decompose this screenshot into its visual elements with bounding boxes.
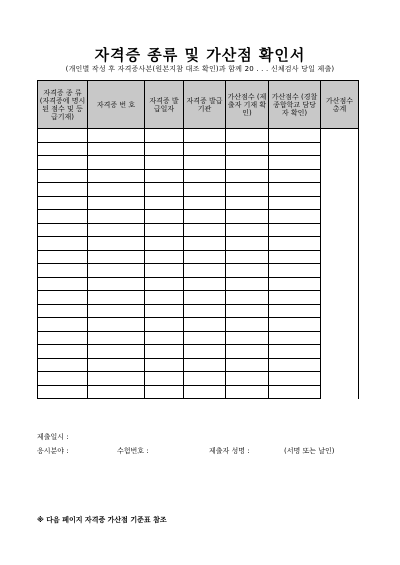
- table-cell[interactable]: [184, 291, 226, 305]
- table-row: [38, 223, 359, 237]
- table-cell[interactable]: [269, 237, 321, 251]
- submitter-name-label: 제출자 성명 :: [209, 447, 250, 455]
- table-cell[interactable]: [88, 372, 145, 386]
- table-cell[interactable]: [184, 385, 226, 399]
- table-cell[interactable]: [184, 183, 226, 197]
- table-row: [38, 196, 359, 210]
- table-row: [38, 129, 359, 143]
- table-cell[interactable]: [88, 196, 145, 210]
- table-cell[interactable]: [184, 129, 226, 143]
- table-cell[interactable]: [226, 156, 269, 170]
- table-cell[interactable]: [184, 196, 226, 210]
- table-cell[interactable]: [269, 196, 321, 210]
- submit-date-label: 제출일시 :: [37, 433, 69, 441]
- table-cell[interactable]: [88, 358, 145, 372]
- table-cell[interactable]: [145, 304, 184, 318]
- table-cell[interactable]: [145, 237, 184, 251]
- table-cell[interactable]: [145, 129, 184, 143]
- table-row: [38, 264, 359, 278]
- table-cell[interactable]: [184, 237, 226, 251]
- table-cell[interactable]: [88, 223, 145, 237]
- table-row: [38, 345, 359, 359]
- header-points-total: 가산점수 총계: [321, 81, 359, 129]
- table-cell[interactable]: [269, 223, 321, 237]
- table-cell[interactable]: [226, 196, 269, 210]
- table-cell[interactable]: [88, 183, 145, 197]
- table-cell[interactable]: [269, 291, 321, 305]
- table-cell[interactable]: [38, 264, 88, 278]
- table-row: [38, 358, 359, 372]
- table-cell[interactable]: [145, 331, 184, 345]
- table-row: [38, 169, 359, 183]
- table-cell[interactable]: [145, 291, 184, 305]
- table-cell[interactable]: [184, 264, 226, 278]
- certificate-table: [37, 80, 359, 399]
- table-cell[interactable]: [88, 237, 145, 251]
- table-cell[interactable]: [184, 345, 226, 359]
- table-cell[interactable]: [226, 237, 269, 251]
- table-cell[interactable]: [145, 385, 184, 399]
- table-cell[interactable]: [184, 156, 226, 170]
- table-cell[interactable]: [226, 372, 269, 386]
- table-cell[interactable]: [145, 142, 184, 156]
- table-cell[interactable]: [145, 345, 184, 359]
- table-cell[interactable]: [88, 385, 145, 399]
- table-cell[interactable]: [226, 223, 269, 237]
- table-cell[interactable]: [184, 169, 226, 183]
- header-cert-type: 자격증 종 류 (자격증에 명시된 점수 및 등급기재): [38, 81, 88, 129]
- table-cell[interactable]: [269, 277, 321, 291]
- table-row: [38, 237, 359, 251]
- table-cell[interactable]: [226, 318, 269, 332]
- table-row: [38, 385, 359, 399]
- exam-number-label: 수험번호 :: [117, 447, 149, 455]
- table-cell[interactable]: [88, 142, 145, 156]
- table-cell[interactable]: [38, 142, 88, 156]
- table-cell[interactable]: [88, 169, 145, 183]
- table-cell[interactable]: [226, 304, 269, 318]
- table-cell[interactable]: [38, 277, 88, 291]
- table-cell[interactable]: [145, 318, 184, 332]
- table-cell[interactable]: [269, 318, 321, 332]
- table-cell[interactable]: [38, 291, 88, 305]
- table-cell[interactable]: [269, 250, 321, 264]
- table-cell[interactable]: [88, 250, 145, 264]
- table-cell[interactable]: [38, 223, 88, 237]
- table-cell[interactable]: [184, 142, 226, 156]
- table-cell[interactable]: [269, 331, 321, 345]
- table-cell[interactable]: [184, 372, 226, 386]
- table-cell[interactable]: [226, 183, 269, 197]
- table-cell[interactable]: [145, 358, 184, 372]
- header-points-school: 가산점수 (경찰종합학교 담당자 확인): [269, 81, 321, 129]
- table-cell[interactable]: [145, 277, 184, 291]
- table-cell[interactable]: [226, 345, 269, 359]
- table-cell[interactable]: [145, 156, 184, 170]
- table-row: [38, 277, 359, 291]
- table-cell[interactable]: [269, 183, 321, 197]
- document-title: 자격증 종류 및 가산점 확인서: [94, 46, 306, 64]
- table-cell[interactable]: [145, 169, 184, 183]
- table-cell[interactable]: [88, 345, 145, 359]
- table-cell[interactable]: [145, 183, 184, 197]
- table-row: [38, 318, 359, 332]
- table-cell[interactable]: [269, 142, 321, 156]
- points-total-cell[interactable]: [321, 129, 359, 399]
- table-cell[interactable]: [184, 358, 226, 372]
- table-cell[interactable]: [88, 210, 145, 224]
- header-cert-number: 자격증 번 호: [88, 81, 145, 129]
- table-row: [38, 331, 359, 345]
- table-row: [38, 250, 359, 264]
- signature-label: (서명 또는 날인): [284, 447, 335, 455]
- header-issuer: 자격증 발급기관: [184, 81, 226, 129]
- table-cell[interactable]: [88, 129, 145, 143]
- table-cell[interactable]: [38, 129, 88, 143]
- table-cell[interactable]: [145, 250, 184, 264]
- table-header-row: [38, 81, 359, 129]
- table-cell[interactable]: [184, 304, 226, 318]
- table-cell[interactable]: [184, 318, 226, 332]
- table-cell[interactable]: [88, 264, 145, 278]
- table-cell[interactable]: [38, 169, 88, 183]
- table-row: [38, 142, 359, 156]
- table-cell[interactable]: [38, 385, 88, 399]
- table-cell[interactable]: [226, 250, 269, 264]
- table-row: [38, 210, 359, 224]
- table-cell[interactable]: [88, 331, 145, 345]
- table-cell[interactable]: [184, 223, 226, 237]
- table-cell[interactable]: [226, 129, 269, 143]
- table-cell[interactable]: [38, 156, 88, 170]
- table-cell[interactable]: [269, 345, 321, 359]
- table-cell[interactable]: [269, 372, 321, 386]
- table-cell[interactable]: [269, 169, 321, 183]
- table-cell[interactable]: [38, 237, 88, 251]
- table-cell[interactable]: [38, 210, 88, 224]
- table-cell[interactable]: [226, 264, 269, 278]
- table-cell[interactable]: [226, 331, 269, 345]
- table-cell[interactable]: [269, 358, 321, 372]
- table-cell[interactable]: [145, 223, 184, 237]
- table-cell[interactable]: [226, 291, 269, 305]
- field-label: 응시분야 :: [37, 447, 69, 455]
- table-cell[interactable]: [269, 210, 321, 224]
- table-cell[interactable]: [226, 210, 269, 224]
- table-cell[interactable]: [88, 156, 145, 170]
- table-cell[interactable]: [269, 129, 321, 143]
- table-cell[interactable]: [88, 277, 145, 291]
- table-cell[interactable]: [145, 372, 184, 386]
- table-row: [38, 304, 359, 318]
- table-row: [38, 156, 359, 170]
- table-cell[interactable]: [145, 264, 184, 278]
- header-issue-date: 자격증 발급일자: [145, 81, 184, 129]
- table-cell[interactable]: [226, 358, 269, 372]
- table-row: [38, 291, 359, 305]
- table-cell[interactable]: [226, 169, 269, 183]
- table-cell[interactable]: [184, 277, 226, 291]
- table-cell[interactable]: [38, 358, 88, 372]
- table-cell[interactable]: [226, 385, 269, 399]
- table-cell[interactable]: [184, 210, 226, 224]
- table-cell[interactable]: [88, 304, 145, 318]
- table-cell[interactable]: [38, 304, 88, 318]
- reference-note: ※ 다음 페이지 자격증 가산점 기준표 참조: [37, 516, 167, 524]
- table-cell[interactable]: [88, 318, 145, 332]
- table-cell[interactable]: [269, 156, 321, 170]
- table-cell[interactable]: [269, 304, 321, 318]
- table-cell[interactable]: [145, 210, 184, 224]
- document-subtitle: (개인별 작성 후 자격증사본(원본지참 대조 확인)과 함께 20 . . . 신체검사 당일 제출): [65, 65, 335, 73]
- table-cell[interactable]: [38, 318, 88, 332]
- table-cell[interactable]: [226, 277, 269, 291]
- table-cell[interactable]: [226, 142, 269, 156]
- table-cell[interactable]: [269, 385, 321, 399]
- table-cell[interactable]: [38, 331, 88, 345]
- header-points-submitter: 가산점수 (제출자 기재 확인): [226, 81, 269, 129]
- table-row: [38, 372, 359, 386]
- table-cell[interactable]: [38, 250, 88, 264]
- table-cell[interactable]: [88, 291, 145, 305]
- table-row: [38, 183, 359, 197]
- table-cell[interactable]: [38, 345, 88, 359]
- table-cell[interactable]: [145, 196, 184, 210]
- table-cell[interactable]: [184, 331, 226, 345]
- table-cell[interactable]: [38, 196, 88, 210]
- table-cell[interactable]: [269, 264, 321, 278]
- table-cell[interactable]: [184, 250, 226, 264]
- table-cell[interactable]: [38, 183, 88, 197]
- table-cell[interactable]: [38, 372, 88, 386]
